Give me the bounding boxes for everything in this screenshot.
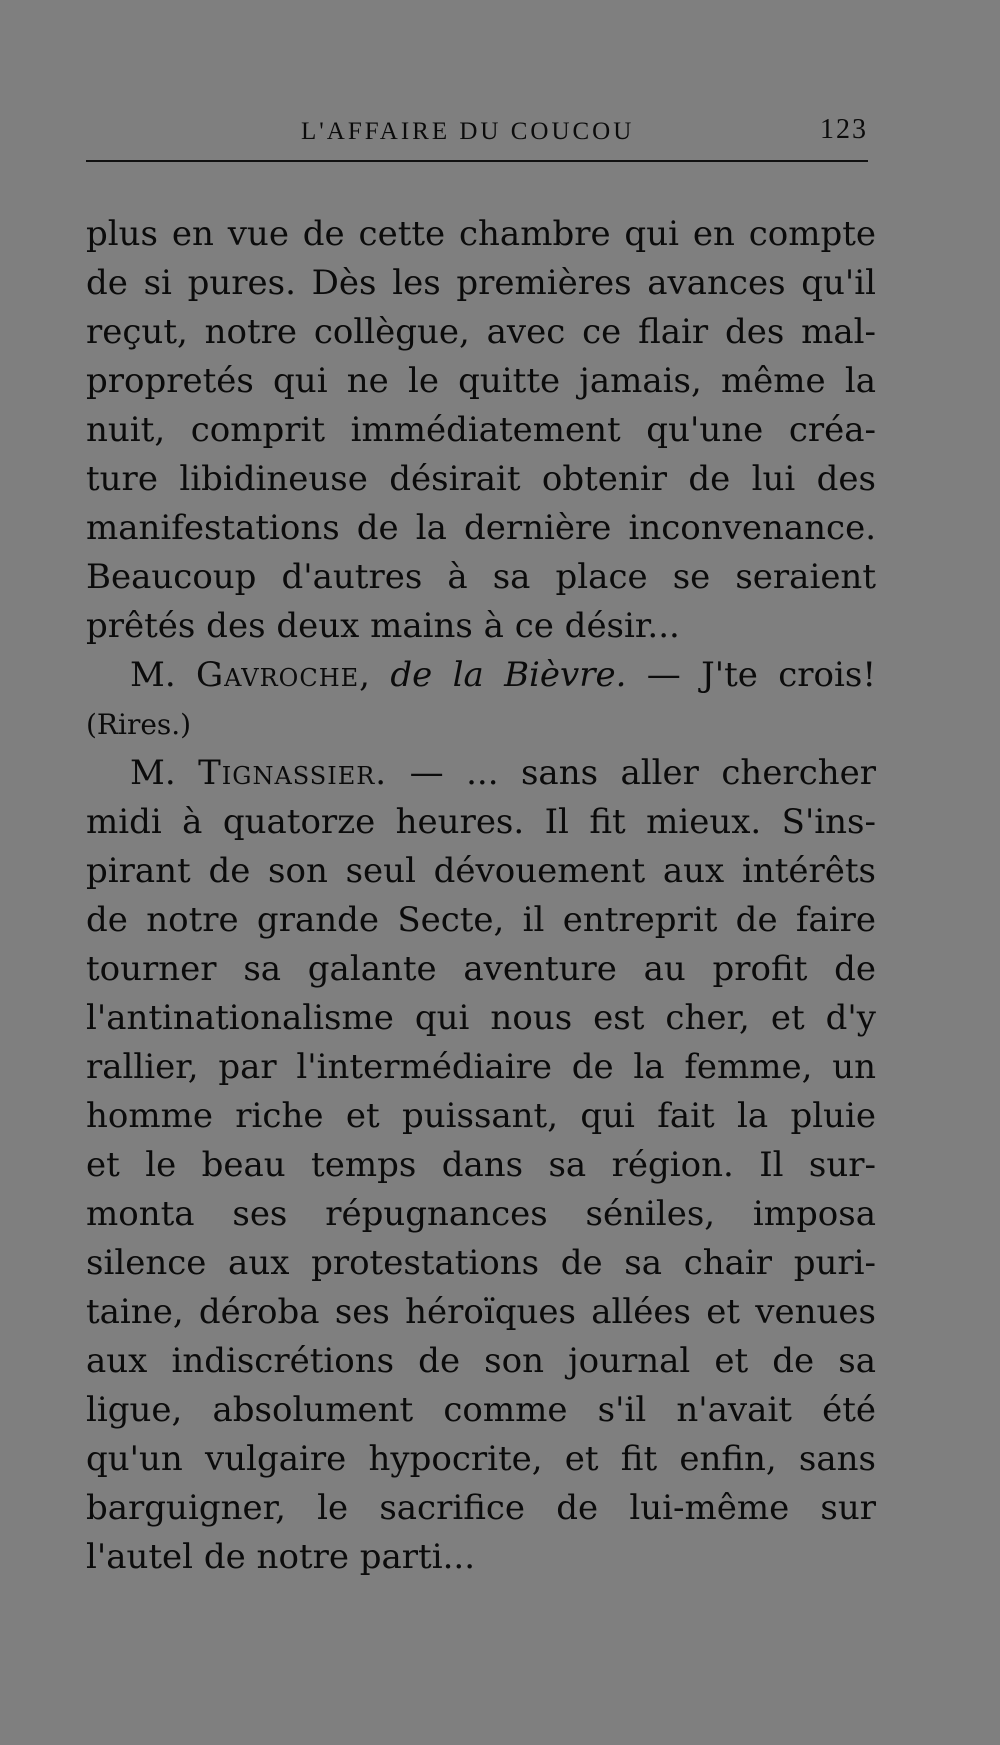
- speech-start: — ... sans aller chercher: [387, 753, 876, 793]
- text-line: l'autel de notre parti...: [86, 1537, 476, 1577]
- text-line: monta ses répugnances séniles, imposa: [86, 1194, 876, 1234]
- text-line: taine, déroba ses héroïques allées et venues: [86, 1292, 876, 1332]
- text-line: nuit, comprit immédiatement qu'une créa-: [86, 410, 876, 450]
- text-line: ligue, absolument comme s'il n'avait été: [86, 1390, 876, 1430]
- speech-first-line: [86, 749, 876, 798]
- speaker-name: Gavroche: [195, 655, 360, 695]
- page-number: 123: [820, 114, 868, 145]
- text-line: pirant de son seul dévouement aux intérêts: [86, 851, 876, 891]
- paragraph-2: [86, 749, 876, 1582]
- interjection-line: [86, 651, 876, 700]
- page-header: [86, 104, 868, 164]
- text-line: qu'un vulgaire hypocrite, et fit enfin, sans: [86, 1439, 876, 1479]
- text-line: tourner sa galante aventure au profit de: [86, 949, 876, 989]
- stage-direction: (Rires.): [86, 708, 192, 741]
- text-line: reçut, notre collègue, avec ce flair des mal-: [86, 312, 876, 352]
- text-line: Beaucoup d'autres à sa place se seraient: [86, 557, 876, 597]
- text-line: barguigner, le sacrifice de lui-même sur: [86, 1488, 876, 1528]
- text-line: plus en vue de cette chambre qui en compte: [86, 214, 876, 254]
- body-text: [86, 210, 876, 1582]
- speaker-prefix: M.: [130, 753, 199, 793]
- interjection-speech: — J'te crois!: [626, 655, 876, 695]
- text-line: manifestations de la dernière inconvenance.: [86, 508, 876, 548]
- text-line: et le beau temps dans sa région. Il sur-: [86, 1145, 876, 1185]
- text-line: l'antinationalisme qui nous est cher, et d'y: [86, 998, 876, 1038]
- text-line: homme riche et puissant, qui fait la pluie: [86, 1096, 876, 1136]
- text-line: propretés qui ne le quitte jamais, même la: [86, 361, 876, 401]
- speaker-prefix: M.: [130, 655, 196, 695]
- speaker-name: Tignassier.: [198, 753, 388, 793]
- text-line: rallier, par l'intermédiaire de la femme, un: [86, 1047, 876, 1087]
- text-line: aux indiscrétions de son journal et de sa: [86, 1341, 876, 1381]
- paragraph-1: [86, 210, 876, 651]
- comma: ,: [359, 655, 391, 695]
- speaker-place: de la Bièvre.: [390, 655, 627, 695]
- running-title: L'AFFAIRE DU COUCOU: [301, 118, 635, 145]
- text-line: silence aux protestations de sa chair puri-: [86, 1243, 876, 1283]
- text-line: midi à quatorze heures. Il fit mieux. S'ins-: [86, 802, 876, 842]
- text-line: prêtés des deux mains à ce désir...: [86, 606, 680, 646]
- text-line: de si pures. Dès les premières avances qu'il: [86, 263, 876, 303]
- text-line: de notre grande Secte, il entreprit de faire: [86, 900, 876, 940]
- text-line: ture libidineuse désirait obtenir de lui des: [86, 459, 876, 499]
- header-rule: [86, 160, 868, 162]
